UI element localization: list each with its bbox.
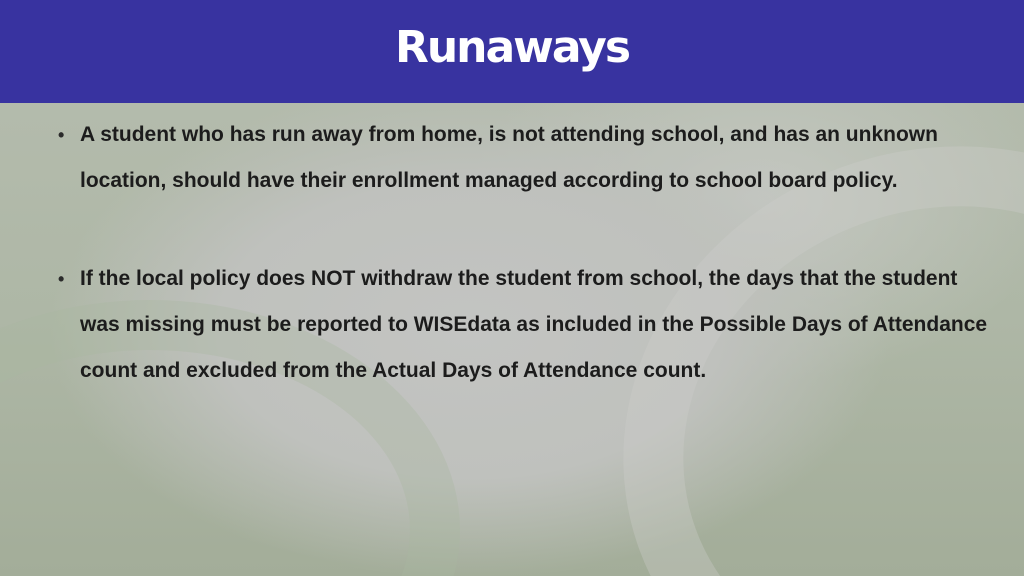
- title-bar: [0, 0, 1024, 103]
- slide-title: Runaways: [394, 22, 630, 73]
- bullet-item: [58, 256, 988, 394]
- bullet-list: [58, 112, 988, 394]
- bullet-marker: •: [58, 269, 65, 289]
- bullet-text: A student who has run away from home, is not attending school, and has an unknown location, should have their enrollment managed according to school board policy.: [80, 123, 938, 192]
- bullet-marker: •: [58, 125, 65, 145]
- bullet-item: [58, 112, 988, 204]
- bullet-text: If the local policy does NOT withdraw the student from school, the days that the student was missing must be reported to WISEdata as included in the Possible Days of Attendance count and excluded from the Actual Days of Attendance count.: [80, 267, 988, 382]
